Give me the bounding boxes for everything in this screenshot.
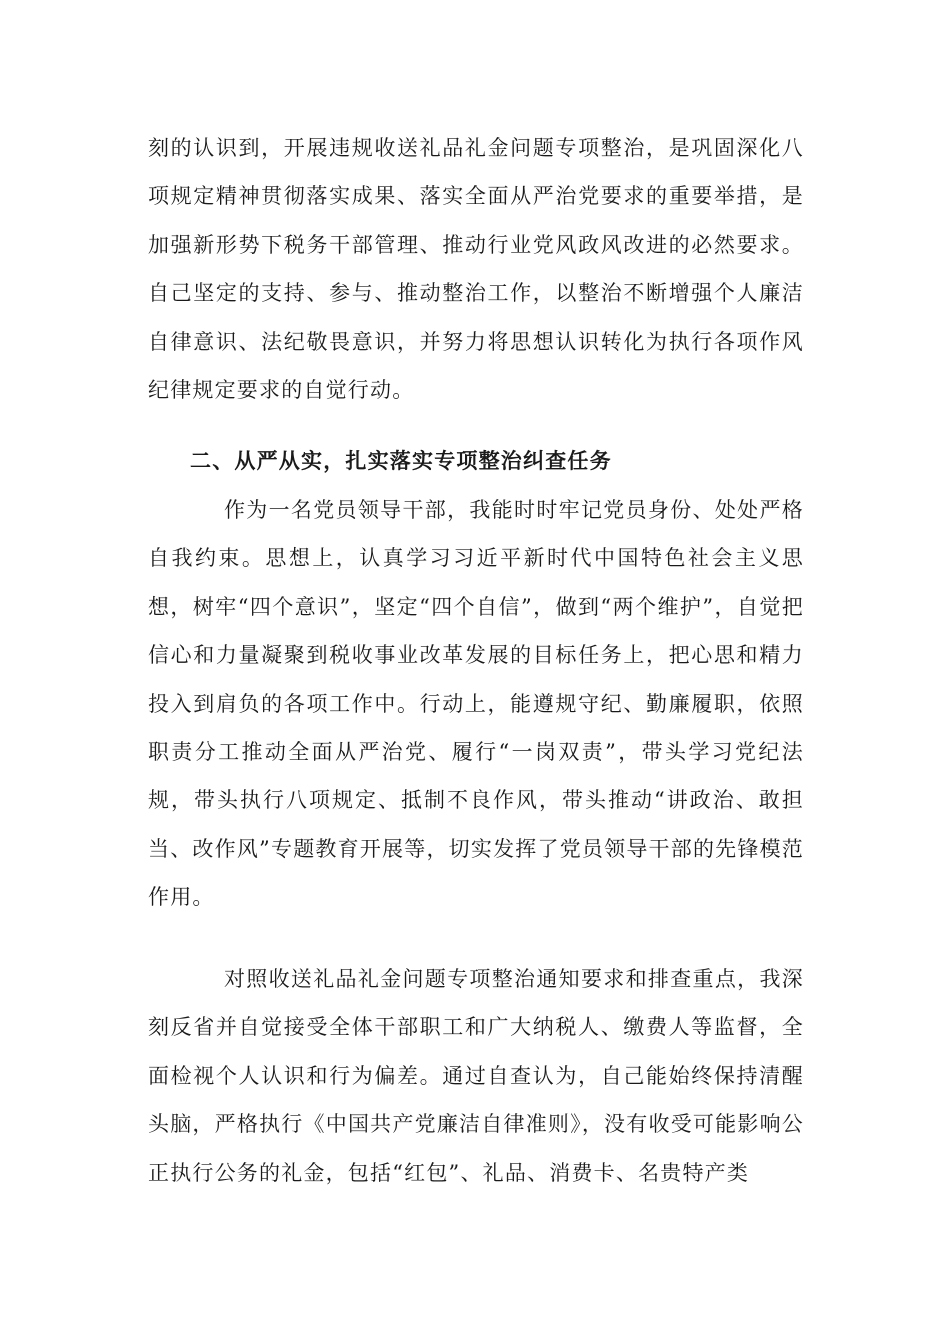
paragraph-party-self-discipline: 作为一名党员领导干部，我能时时牢记党员身份、处处严格自我约束。思想上，认真学习习近平新时代中国特色社会主义思想，树牢“四个意识”，坚定“四个自信”，做到“两个维护”，自觉把信心和力量凝聚到税收事业改革发展的目标任务上，把心思和精力投入到肩负的各项工作中。行动上，能遵规守纪、勤廉履职，依照职责分工推动全面从严治党、履行“一岗双责”，带头学习党纪法规，带头执行八项规定、抵制不良作风，带头推动“讲政治、敢担当、改作风”专题教育开展等，切实发挥了党员领导干部的先锋模范作用。 [148,498,804,910]
section-heading: 二、从严从实，扎实落实专项整治纠查任务 [190,449,612,473]
paragraph-self-inspection: 对照收送礼品礼金问题专项整治通知要求和排查重点，我深刻反省并自觉接受全体干部职工和广大纳税人、缴费人等监督，全面检视个人认识和行为偏差。通过自查认为，自己能始终保持清醒头脑，严格执行《中国共产党廉洁自律准则》，没有收受可能影响公正执行公务的礼金，包括“红包”、礼品、消费卡、名贵特产类 [148,967,804,1185]
paragraph-continued: 刻的认识到，开展违规收送礼品礼金问题专项整治，是巩固深化八项规定精神贯彻落实成果、落实全面从严治党要求的重要举措，是加强新形势下税务干部管理、推动行业党风政风改进的必然要求。自己坚定的支持、参与、推动整治工作，以整治不断增强个人廉洁自律意识、法纪敬畏意识，并努力将思想认识转化为执行各项作风纪律规定要求的自觉行动。 [148,136,804,403]
